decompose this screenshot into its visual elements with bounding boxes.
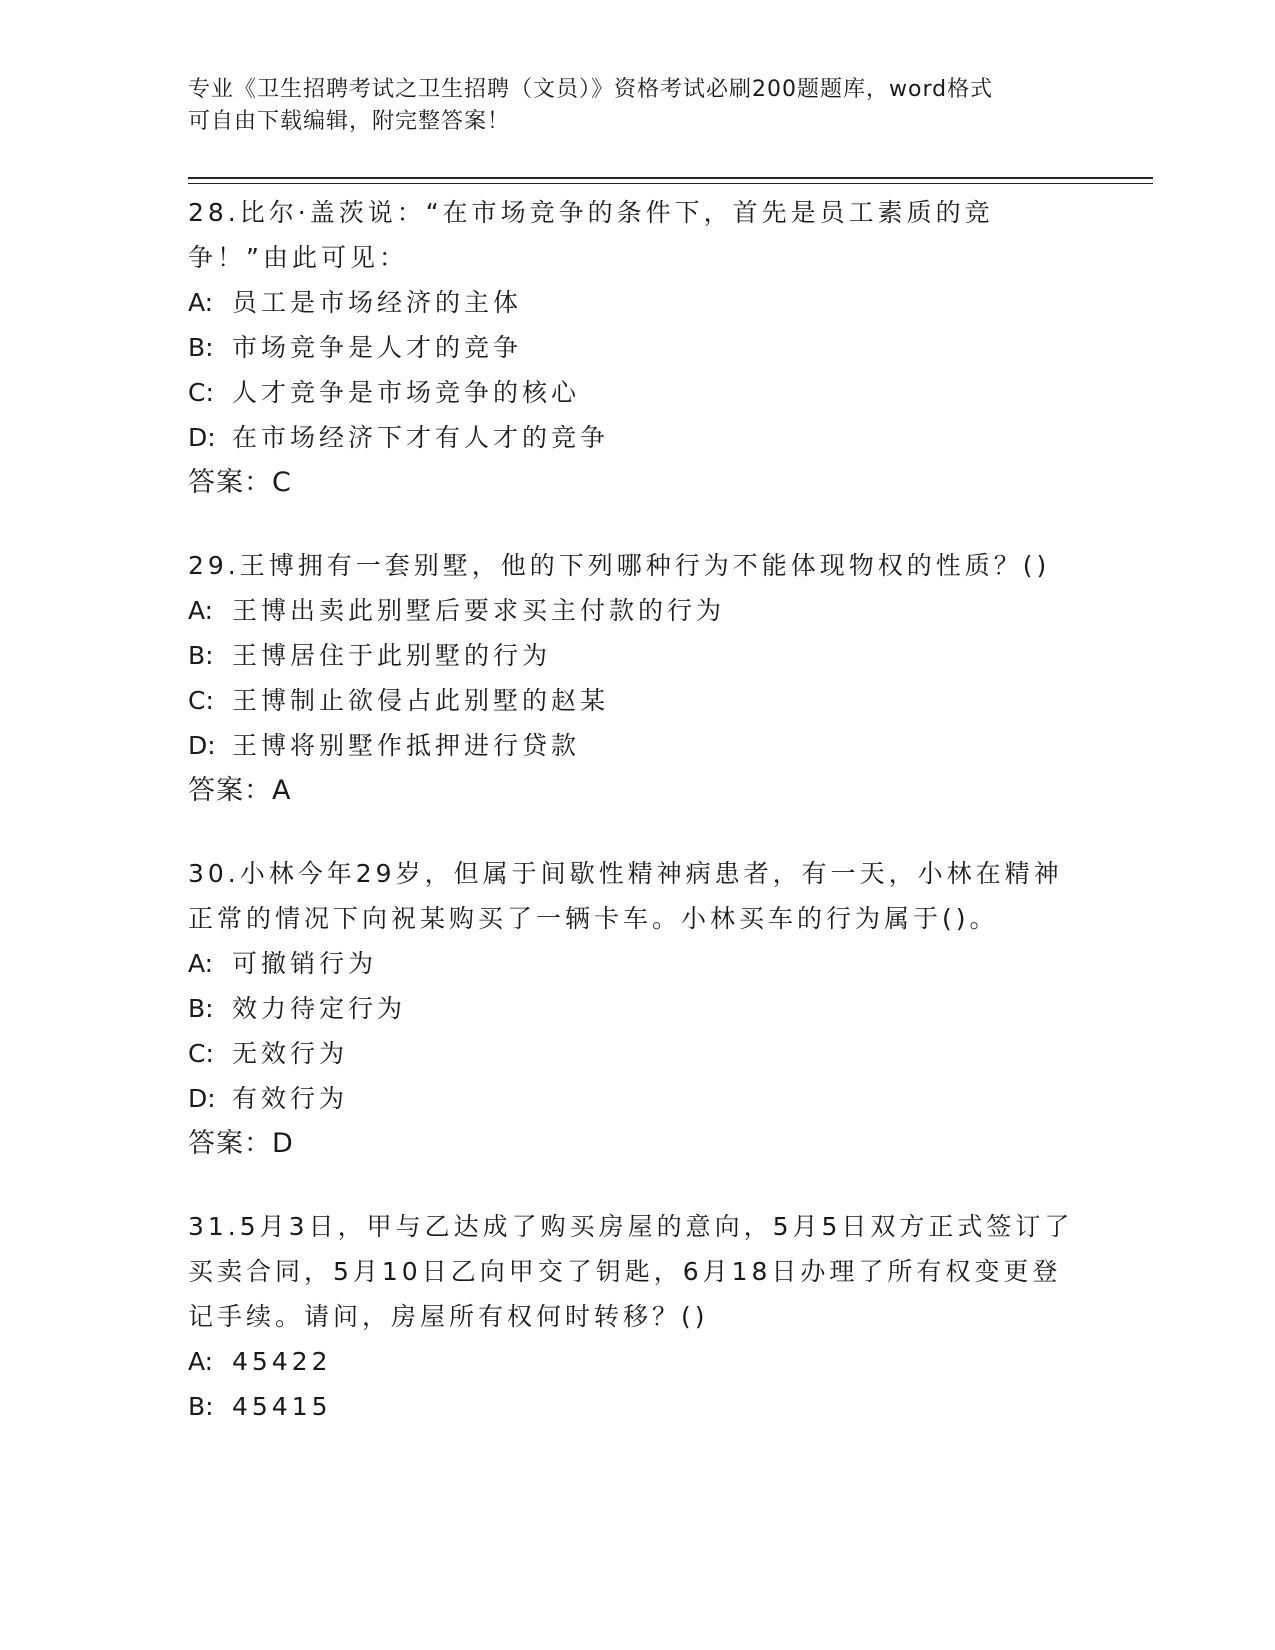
option-letter: D: <box>188 423 216 452</box>
option-letter: C: <box>188 1039 214 1068</box>
option-text: 有效行为 <box>232 1084 349 1113</box>
option-letter: B: <box>188 641 214 670</box>
option-c <box>188 370 1088 415</box>
option-c <box>188 678 1088 723</box>
option-b <box>188 633 1088 678</box>
option-letter: C: <box>188 378 214 407</box>
option-c <box>188 1031 1088 1076</box>
option-a <box>188 1339 1088 1384</box>
option-letter: A: <box>188 1347 214 1376</box>
option-b <box>188 1384 1088 1429</box>
question-text: 28.比尔·盖茨说：“在市场竞争的条件下，首先是员工素质的竞争！”由此可见： <box>188 198 994 272</box>
question-28 <box>188 190 1088 505</box>
header-divider-thin <box>188 183 1153 184</box>
option-letter: A: <box>188 949 214 978</box>
option-letter: B: <box>188 333 214 362</box>
option-text: 人才竞争是市场竞争的核心 <box>232 378 581 407</box>
option-text: 市场竞争是人才的竞争 <box>232 333 523 362</box>
option-letter: A: <box>188 596 214 625</box>
option-text: 在市场经济下才有人才的竞争 <box>232 423 610 452</box>
question-31 <box>188 1204 1088 1429</box>
option-b <box>188 325 1088 370</box>
option-d <box>188 1076 1088 1121</box>
header-line-1: 专业《卫生招聘考试之卫生招聘（文员）》资格考试必刷200题题库，word格式 <box>188 77 994 102</box>
answer-line: 答案：A <box>188 775 292 806</box>
option-letter: C: <box>188 686 214 715</box>
option-a <box>188 941 1088 986</box>
option-text: 员工是市场经济的主体 <box>232 288 523 317</box>
option-letter: B: <box>188 1392 214 1421</box>
option-text: 45422 <box>232 1347 332 1376</box>
question-text: 29.王博拥有一套别墅，他的下列哪种行为不能体现物权的性质？() <box>188 551 1051 580</box>
question-text: 30.小林今年29岁，但属于间歇性精神病患者，有一天，小林在精神正常的情况下向祝某购买了一辆卡车。小林买车的行为属于()。 <box>188 859 1063 933</box>
option-b <box>188 986 1088 1031</box>
option-letter: B: <box>188 994 214 1023</box>
question-29 <box>188 543 1088 813</box>
option-letter: D: <box>188 731 216 760</box>
option-text: 效力待定行为 <box>232 994 407 1023</box>
header-line-2: 可自由下载编辑，附完整答案！ <box>188 109 511 134</box>
answer-line: 答案：C <box>188 467 292 498</box>
option-text: 王博将别墅作抵押进行贷款 <box>232 731 581 760</box>
option-letter: A: <box>188 288 214 317</box>
option-a <box>188 588 1088 633</box>
option-letter: D: <box>188 1084 216 1113</box>
option-text: 王博出卖此别墅后要求买主付款的行为 <box>232 596 726 625</box>
option-text: 王博居住于此别墅的行为 <box>232 641 552 670</box>
option-text: 可撤销行为 <box>232 949 378 978</box>
question-30 <box>188 851 1088 1166</box>
option-text: 王博制止欲侵占此别墅的赵某 <box>232 686 610 715</box>
document-header <box>188 74 1068 138</box>
header-divider <box>188 177 1153 179</box>
option-d <box>188 723 1088 768</box>
answer-line: 答案：D <box>188 1128 294 1159</box>
option-d <box>188 415 1088 460</box>
question-list <box>188 190 1088 1449</box>
question-text: 31.5月3日，甲与乙达成了购买房屋的意向，5月5日双方正式签订了买卖合同，5月10日乙向甲交了钥匙，6月18日办理了所有权变更登记手续。请问，房屋所有权何时转移？() <box>188 1212 1074 1331</box>
option-text: 45415 <box>232 1392 332 1421</box>
option-a <box>188 280 1088 325</box>
option-text: 无效行为 <box>232 1039 349 1068</box>
